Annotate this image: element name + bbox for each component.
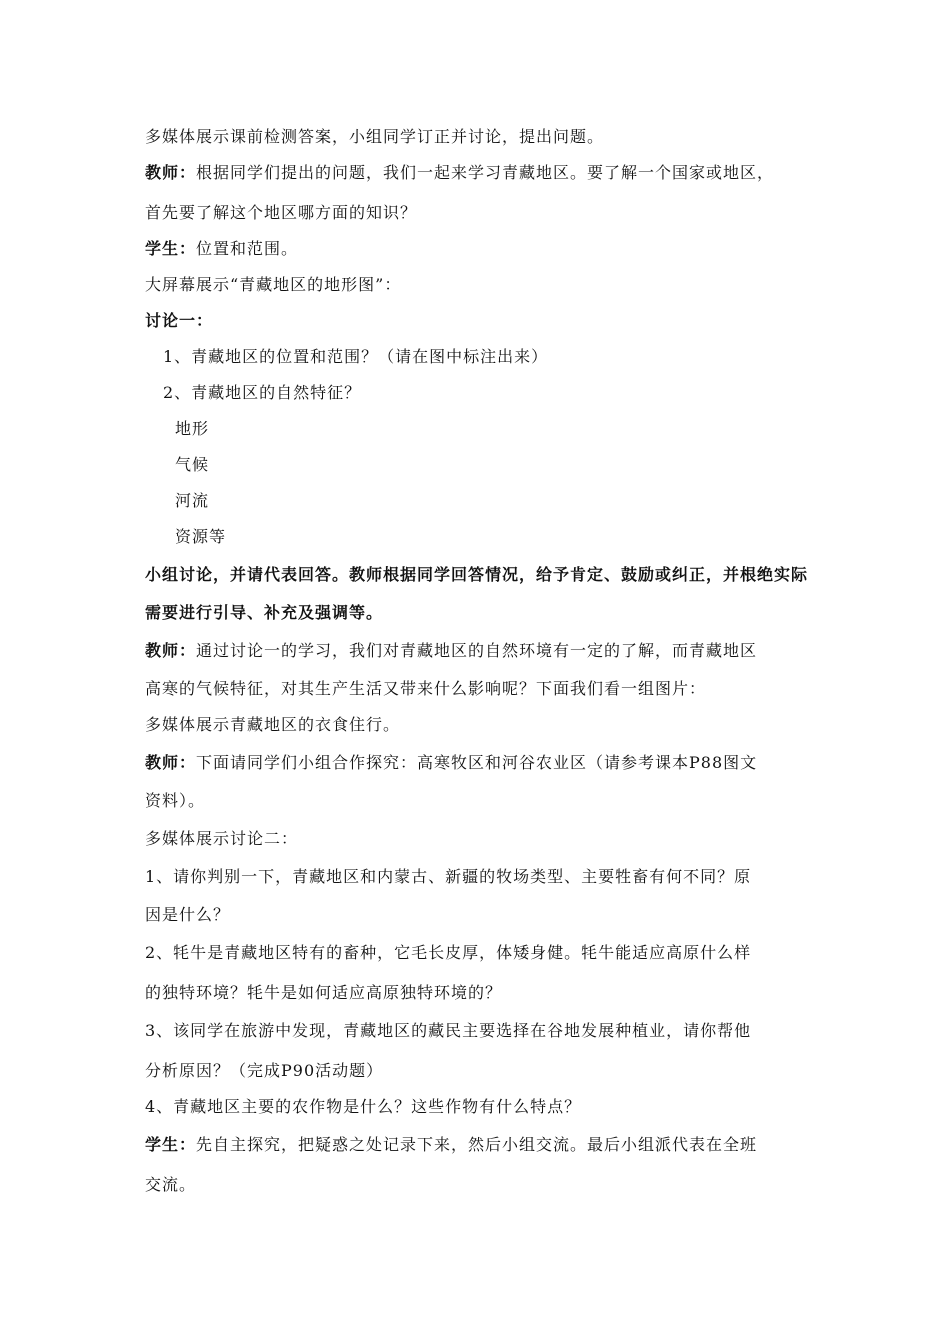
sub-item: 资源等: [175, 527, 227, 546]
teacher-line: [145, 752, 757, 774]
speaker-label: 教师：: [145, 163, 197, 182]
teacher-line: [145, 162, 774, 184]
paragraph-line: 多媒体展示课前检测答案，小组同学订正并讨论，提出问题。: [145, 127, 605, 146]
paragraph-line: 多媒体展示讨论二：: [145, 829, 299, 848]
student-line: [145, 1134, 757, 1156]
sub-item: 河流: [175, 491, 210, 510]
paragraph-line: 大屏幕展示“青藏地区的地形图”：: [145, 275, 402, 294]
speaker-label: 教师：: [145, 753, 197, 772]
list-item: 2、青藏地区的自然特征？: [163, 383, 362, 402]
line-text: 根据同学们提出的问题，我们一起来学习青藏地区。要了解一个国家或地区，: [196, 163, 775, 182]
speaker-label: 学生：: [145, 1135, 197, 1154]
question-line: 4、青藏地区主要的农作物是什么？这些作物有什么特点？: [145, 1097, 582, 1116]
paragraph-line: 首先要了解这个地区哪方面的知识？: [145, 203, 418, 222]
paragraph-line: 高寒的气候特征，对其生产生活又带来什么影响呢？下面我们看一组图片：: [145, 679, 707, 698]
line-text: 通过讨论一的学习，我们对青藏地区的自然环境有一定的了解，而青藏地区: [196, 641, 758, 660]
question-line: 的独特环境？牦牛是如何适应高原独特环境的？: [145, 983, 503, 1002]
question-line: 2、牦牛是青藏地区特有的畜种，它毛长皮厚，体矮身健。牦牛能适应高原什么样: [145, 943, 752, 962]
paragraph-line: 交流。: [145, 1175, 197, 1194]
line-text: 先自主探究，把疑惑之处记录下来，然后小组交流。最后小组派代表在全班: [196, 1135, 758, 1154]
teacher-line: [145, 640, 757, 662]
discussion-heading: 讨论一：: [145, 311, 214, 330]
question-line: 1、请你判别一下，青藏地区和内蒙古、新疆的牧场类型、主要牲畜有何不同？原: [145, 867, 752, 886]
line-text: 位置和范围。: [196, 239, 299, 258]
line-text: 下面请同学们小组合作探究：高寒牧区和河谷农业区（请参考课本P88图文: [196, 753, 758, 772]
sub-item: 气候: [175, 455, 210, 474]
bold-paragraph-line: 需要进行引导、补充及强调等。: [145, 603, 384, 622]
sub-item: 地形: [175, 419, 210, 438]
question-line: 分析原因？（完成P90活动题）: [145, 1061, 384, 1080]
speaker-label: 教师：: [145, 641, 197, 660]
list-item: 1、青藏地区的位置和范围？（请在图中标注出来）: [163, 347, 549, 366]
student-line: [145, 238, 298, 260]
paragraph-line: 资料）。: [145, 791, 206, 810]
question-line: 因是什么？: [145, 905, 231, 924]
speaker-label: 学生：: [145, 239, 197, 258]
bold-paragraph-line: 小组讨论，并请代表回答。教师根据同学回答情况，给予肯定、鼓励或纠正，并根绝实际: [145, 565, 809, 584]
question-line: 3、该同学在旅游中发现，青藏地区的藏民主要选择在谷地发展种植业，请你帮他: [145, 1021, 752, 1040]
paragraph-line: 多媒体展示青藏地区的衣食住行。: [145, 715, 401, 734]
